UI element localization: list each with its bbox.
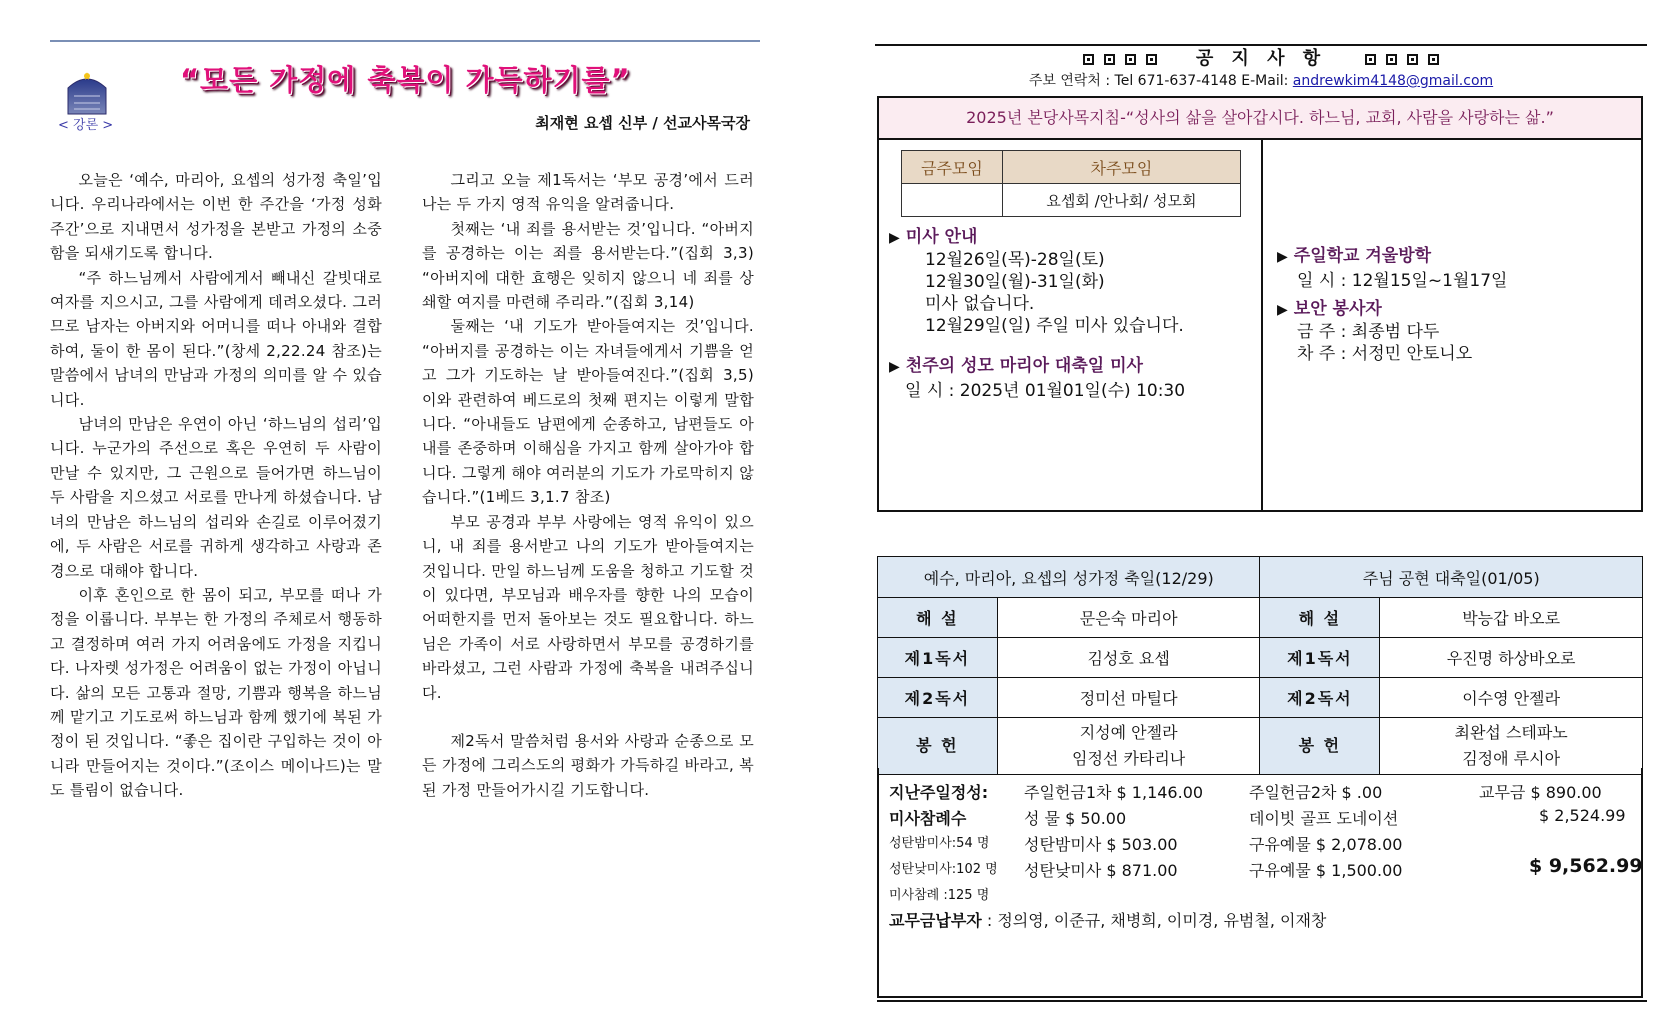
finance-row bbox=[889, 832, 1403, 854]
guard-line: 금 주 : 최종범 다두 bbox=[1297, 322, 1440, 342]
finance-value: 주일헌금1차 $ 1,146.00 bbox=[1024, 783, 1204, 802]
mass-line: 미사 없습니다. bbox=[925, 294, 1035, 314]
gathering-this-week-head: 금주모임 bbox=[902, 151, 1003, 184]
mass-info bbox=[889, 226, 1184, 337]
paragraph: 이후 혼인으로 한 몸이 되고, 부모를 떠나 가정을 이룹니다. 부부는 한 가정의 주체로서 행동하고 결정하며 여러 가지 어려움에도 가정을 지킵니다. 나자렛 성가정은 어려움이 없는 가정이 아닙니다. 삶의 모든 고통과 절망, 기쁨과 행복을 하느님께 맡기고 기도로써 하느님과 함께 했기에 복된 가정이 된 것입니다. “좋은 집이란 구입하는 것이 아니라 만들어지는 것이다.”(조이스 메이나드)는 말도 틀림이 없습니다. bbox=[50, 585, 382, 800]
role-value: 임정선 카타리나 bbox=[1071, 749, 1186, 768]
role-value: 정미선 마틸다 bbox=[997, 678, 1260, 718]
role-label: 제1독서 bbox=[1260, 638, 1380, 678]
school-heading: 주일학교 겨울방학 bbox=[1293, 246, 1432, 266]
finance-label: 성탄낮미사:102 명 bbox=[889, 862, 998, 877]
paragraph: 오늘은 ‘예수, 마리아, 요셉의 성가정 축일’입니다. 우리나라에서는 이번 한 주간을 ‘가정 성화 주간’으로 지내면서 성가정을 본받고 가정의 소중함을 되새기도록 합니다. bbox=[50, 171, 382, 263]
finance-value: : 정의영, 이준규, 채병희, 이미경, 유범철, 이재창 bbox=[981, 911, 1327, 930]
finance-value: 구유예물 $ 2,078.00 bbox=[1249, 835, 1403, 854]
triangle-right-icon: ▶ bbox=[1277, 302, 1288, 318]
vertical-divider bbox=[1261, 140, 1263, 510]
school-line: 일 시 : 12월15일~1월17일 bbox=[1297, 271, 1508, 291]
square-icon bbox=[1407, 54, 1418, 65]
finance-row bbox=[889, 908, 1326, 931]
finance-row bbox=[889, 780, 1602, 803]
square-icon bbox=[1365, 54, 1376, 65]
square-icon bbox=[1083, 54, 1094, 65]
role-value: 이수영 안젤라 bbox=[1380, 678, 1643, 718]
role-label: 해 설 bbox=[878, 598, 998, 638]
paragraph: 제2독서 말씀처럼 용서와 사랑과 순종으로 모든 가정에 그리스도의 평화가 가득하길 바라고, 복된 가정 만들어가시길 기도합니다. bbox=[422, 731, 754, 799]
feast-line: 일 시 : 2025년 01월01일(수) 10:30 bbox=[905, 381, 1186, 401]
homily-title: “모든 가정에 축복이 가득하기를” bbox=[180, 63, 631, 97]
pastoral-motto: 2025년 본당사목지침-“성사의 삶을 살아갑시다. 하느님, 교회, 사람을 사랑하는 삶.” bbox=[877, 96, 1643, 140]
finance-label: 성탄밤미사:54 명 bbox=[889, 836, 990, 851]
role-value: 김성호 요셉 bbox=[997, 638, 1260, 678]
triangle-right-icon: ▶ bbox=[889, 230, 900, 246]
church-logo-icon bbox=[62, 66, 112, 116]
finance-label: 지난주일정성: bbox=[889, 783, 989, 802]
finance-value: $ 2,524.99 bbox=[1539, 806, 1626, 825]
finance-row bbox=[889, 855, 1643, 880]
guard-line: 차 주 : 서정민 안토니오 bbox=[1297, 344, 1473, 364]
role-label: 해 설 bbox=[1260, 598, 1380, 638]
square-icon bbox=[1104, 54, 1115, 65]
mass-line: 12월29일(일) 주일 미사 있습니다. bbox=[925, 316, 1184, 336]
paragraph: 첫째는 ‘내 죄를 용서받는 것’입니다. “아버지를 공경하는 이는 죄를 용서받는다.”(집회 3,3) “아버지에 대한 효행은 잊히지 않으니 네 죄를 상쇄할 여지를 마련해 주리라.”(집회 3,14) bbox=[422, 219, 754, 312]
announcement-boxes bbox=[877, 140, 1643, 512]
finance-value: 주일헌금2차 $ .00 bbox=[1249, 783, 1383, 802]
finance-value: 성탄낮미사 $ 871.00 bbox=[1024, 861, 1178, 880]
feast-mass-info bbox=[889, 354, 1185, 403]
finance-value: 데이빗 골프 도네이션 bbox=[1249, 809, 1399, 828]
role-label: 제2독서 bbox=[1260, 678, 1380, 718]
triangle-right-icon: ▶ bbox=[1277, 249, 1288, 265]
square-icon bbox=[1146, 54, 1157, 65]
finance-value: 성 물 $ 50.00 bbox=[1024, 809, 1127, 828]
role-label: 봉 헌 bbox=[1260, 718, 1380, 775]
gathering-this-week-value bbox=[902, 184, 1003, 217]
paragraph: 부모 공경과 부부 사랑에는 영적 유익이 있으니, 내 죄를 용서받고 나의 기도가 받아들여지는 것입니다. 만일 하느님께 도움을 청하고 기도할 것이 있다면, 부모님과 배우자를 향한 나의 모습이 어떠한지를 먼저 돌아보는 것도 필요합니다. 하느님은 가족이 서로 사랑하면서 부모를 공경하기를 바라셨고, 그런 사람과 가정에 축복을 내려주십니다. bbox=[422, 512, 754, 702]
paragraph: “주 하느님께서 사람에게서 빼내신 갈빗대로 여자를 지으시고, 그를 사람에게 데려오셨다. 그러므로 남자는 아버지와 어머니를 떠나 아내와 결합하여, 둘이 한 몸이 된다.”(창세 2,22.24 참조)는 말씀에서 남녀의 만남과 가정의 의미를 알 수 있습니다. bbox=[50, 268, 382, 409]
paragraph: 그리고 오늘 제1독서는 ‘부모 공경’에서 드러나는 두 가지 영적 유익을 알려줍니다. bbox=[422, 171, 754, 214]
gathering-table bbox=[901, 150, 1241, 217]
guard-heading: 보안 봉사자 bbox=[1293, 299, 1382, 319]
email-link[interactable]: andrewkim4148@gmail.com bbox=[1292, 73, 1494, 89]
role-value: 우진명 하상바오로 bbox=[1380, 638, 1643, 678]
paragraph: 남녀의 만남은 우연이 아닌 ‘하느님의 섭리’입니다. 누군가의 주선으로 혹은 우연히 두 사람이 만날 수 있지만, 그 근원으로 들어가면 하느님이 두 사람을 지으셨고 서로를 만나게 하셨습니다. 남녀의 만남은 하느님의 섭리와 손길로 이루어졌기에, 두 사람은 서로를 귀하게 생각하고 사랑과 존경으로 대해야 합니다. bbox=[50, 415, 382, 580]
finance-value: 구유예물 $ 1,500.00 bbox=[1249, 861, 1403, 880]
role-label: 제1독서 bbox=[878, 638, 998, 678]
liturgy-roles-table bbox=[877, 556, 1643, 775]
right-feast-head: 주님 공현 대축일(01/05) bbox=[1260, 557, 1643, 598]
feast-heading: 천주의 성모 마리아 대축일 미사 bbox=[905, 356, 1143, 376]
offertory-right bbox=[1380, 718, 1643, 775]
square-icon bbox=[1428, 54, 1439, 65]
mass-line: 12월30일(월)-31일(화) bbox=[925, 272, 1105, 292]
role-label: 봉 헌 bbox=[878, 718, 998, 775]
role-value: 문은숙 마리아 bbox=[997, 598, 1260, 638]
mass-line: 12월26일(목)-28일(토) bbox=[925, 250, 1105, 270]
notice-title-text: 공 지 사 항 bbox=[1195, 48, 1327, 69]
homily-column-1 bbox=[50, 168, 382, 803]
homily-column-2 bbox=[422, 168, 754, 802]
finance-value: 성탄밤미사 $ 503.00 bbox=[1024, 835, 1178, 854]
security-volunteer-info bbox=[1277, 298, 1472, 365]
finance-label: 교무금납부자 bbox=[889, 911, 982, 930]
square-icon bbox=[1386, 54, 1397, 65]
triangle-right-icon: ▶ bbox=[889, 359, 900, 375]
mass-heading: 미사 안내 bbox=[905, 227, 978, 247]
finance-value: 교무금 $ 890.00 bbox=[1479, 783, 1602, 802]
finance-row bbox=[889, 806, 1626, 829]
bottom-rule bbox=[877, 1000, 1647, 1002]
contact-label: 주보 연락처 : Tel 671-637-4148 E-Mail: bbox=[1028, 73, 1293, 89]
gathering-next-week-head: 차주모임 bbox=[1002, 151, 1240, 184]
finance-label: 미사참례수 bbox=[889, 809, 967, 828]
left-feast-head: 예수, 마리아, 요셉의 성가정 축일(12/29) bbox=[878, 557, 1260, 598]
paragraph: 둘째는 ‘내 기도가 받아들여지는 것’입니다. “아버지를 공경하는 이는 자녀들에게서 기쁨을 얻고 그가 기도하는 날 받아들여진다.”(집회 3,5) 이와 관련하여 베드로의 첫째 편지는 이렇게 말합니다. “아내들도 남편에게 순종하고, 남편들도 아내를 존중하며 이해심을 가지고 함께 살아가야 합니다. 그렇게 해야 여러분의 기도가 가로막히지 않습니다.”(1베드 3,1.7 참조) bbox=[422, 317, 754, 507]
finance-total: $ 9,562.99 bbox=[1529, 855, 1643, 877]
contact-line bbox=[875, 70, 1647, 90]
finance-row bbox=[889, 884, 989, 903]
finance-box bbox=[877, 768, 1643, 998]
sunday-school-info bbox=[1277, 244, 1507, 293]
finance-label: 미사참례 :125 명 bbox=[889, 888, 990, 903]
homily-author: 최재현 요셉 신부 / 선교사목국장 bbox=[535, 114, 750, 132]
role-label: 제2독서 bbox=[878, 678, 998, 718]
homily-page bbox=[50, 40, 760, 1000]
role-value: 김정애 루시아 bbox=[1462, 749, 1561, 768]
homily-caption: < 강론 > bbox=[58, 118, 114, 133]
role-value: 최완섭 스테파노 bbox=[1454, 723, 1568, 742]
gathering-next-week-value: 요셉회 /안나회/ 성모회 bbox=[1002, 184, 1240, 217]
role-value: 지성예 안젤라 bbox=[1079, 723, 1178, 742]
square-icon bbox=[1125, 54, 1136, 65]
top-rule bbox=[50, 40, 760, 42]
role-value: 박능갑 바오로 bbox=[1380, 598, 1643, 638]
offertory-left bbox=[997, 718, 1260, 775]
notice-title bbox=[875, 44, 1647, 70]
